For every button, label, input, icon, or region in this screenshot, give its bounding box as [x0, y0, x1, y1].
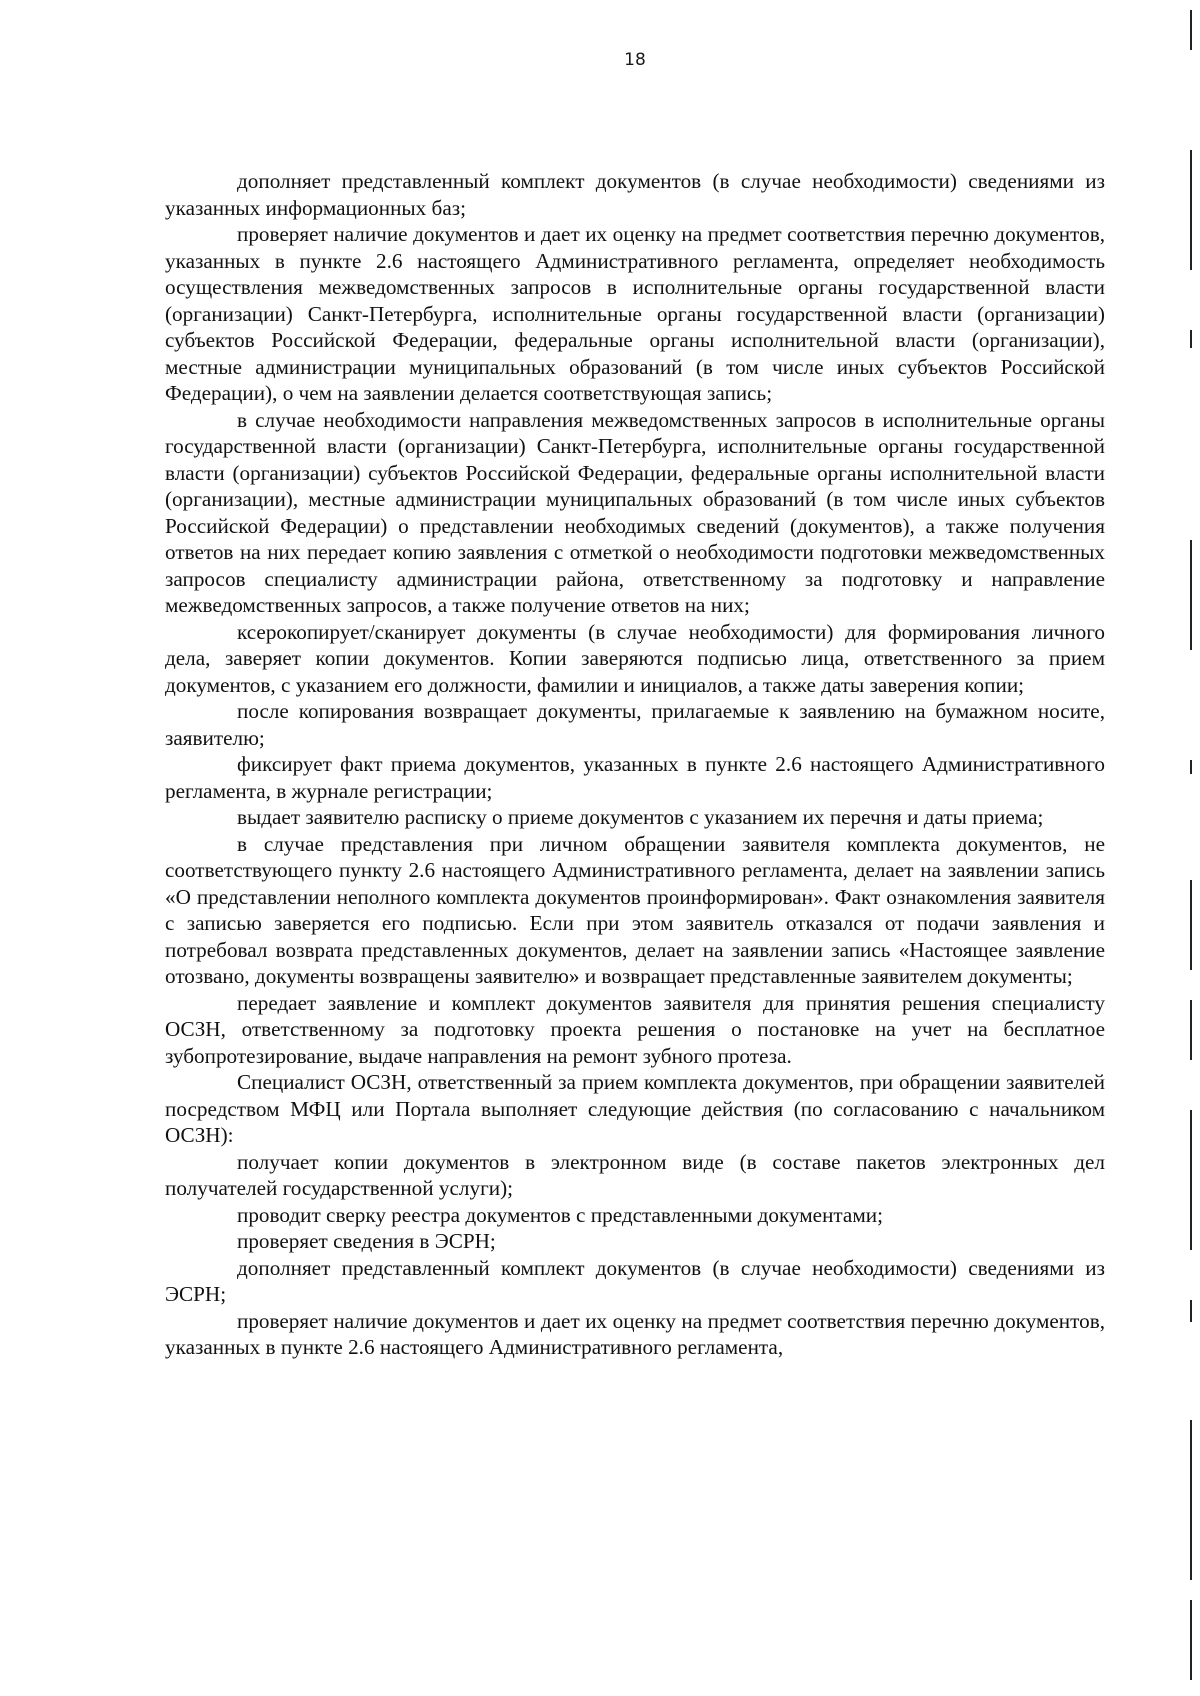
paragraph: дополняет представленный комплект документов (в случае необходимости) сведениями из указанных информационных баз;	[165, 169, 1105, 220]
scan-edge-artifact	[1190, 0, 1192, 1696]
paragraph: проверяет сведения в ЭСРН;	[237, 1229, 496, 1253]
paragraph: в случае необходимости направления межведомственных запросов в исполнительные органы государственной власти (организации) Санкт-Петербурга, исполнительные органы государственной власти (организации) субъектов Российской Федерации, федеральные органы исполнительной власти (организации), местные администрации муниципальных образований (в том числе иных субъектов Российской Федерации) о представлении необходимых сведений (документов), а также получения ответов на них передает копию заявления с отметкой о необходимости подготовки межведомственных запросов специалисту администрации района, ответственному за подготовку и направление межведомственных запросов, а также получение ответов на них;	[165, 407, 1105, 617]
paragraph: получает копии документов в электронном виде (в составе пакетов электронных дел получателей государственной услуги);	[165, 1149, 1105, 1200]
paragraph: в случае представления при личном обращении заявителя комплекта документов, не соответствующего пункту 2.6 настоящего Административного регламента, делает на заявлении запись «О представлении неполного комплекта документов проинформирован». Факт ознакомления заявителя с записью заверяется его подписью. Если при этом заявитель отказался от подачи заявления и потребовал возврата представленных документов, делает на заявлении запись «Настоящее заявление отозвано, документы возвращены заявителю» и возвращает представленные заявителем документы;	[165, 831, 1105, 988]
paragraph: передает заявление и комплект документов заявителя для принятия решения специалисту ОСЗН, ответственному за подготовку проекта решения о постановке на учет на бесплатное зубопротезирование, выдаче направления на ремонт зубного протеза.	[165, 990, 1105, 1068]
paragraph: проводит сверку реестра документов с представленными документами;	[237, 1202, 883, 1227]
paragraph: выдает заявителю расписку о приеме документов с указанием их перечня и даты приема;	[237, 805, 1044, 829]
paragraph: Специалист ОСЗН, ответственный за прием комплекта документов, при обращении заявителей посредством МФЦ или Портала выполняет следующие действия (по согласованию с начальником ОСЗН):	[165, 1070, 1105, 1147]
paragraph: проверяет наличие документов и дает их оценку на предмет соответствия перечню документов, указанных в пункте 2.6 настоящего Административного регламента,	[165, 1308, 1105, 1359]
document-body	[165, 168, 1105, 1361]
page-number: 18	[624, 50, 646, 70]
paragraph: фиксирует факт приема документов, указанных в пункте 2.6 настоящего Административного регламента, в журнале регистрации;	[165, 752, 1105, 803]
paragraph: ксерокопирует/сканирует документы (в случае необходимости) для формирования личного дела, заверяет копии документов. Копии заверяются подписью лица, ответственного за прием документов, с указанием его должности, фамилии и инициалов, а также даты заверения копии;	[165, 619, 1105, 697]
paragraph: после копирования возвращает документы, прилагаемые к заявлению на бумажном носите, заявителю;	[165, 699, 1105, 750]
paragraph: проверяет наличие документов и дает их оценку на предмет соответствия перечню документов, указанных в пункте 2.6 настоящего Административного регламента, определяет необходимость осуществления межведомственных запросов в исполнительные органы государственной власти (организации) Санкт-Петербурга, исполнительные органы государственной власти (организации) субъектов Российской Федерации, федеральные органы исполнительной власти (организации), местные администрации муниципальных образований (в том числе иных субъектов Российской Федерации), о чем на заявлении делается соответствующая запись;	[165, 222, 1105, 405]
paragraph: дополняет представленный комплект документов (в случае необходимости) сведениями из ЭСРН;	[165, 1255, 1105, 1306]
